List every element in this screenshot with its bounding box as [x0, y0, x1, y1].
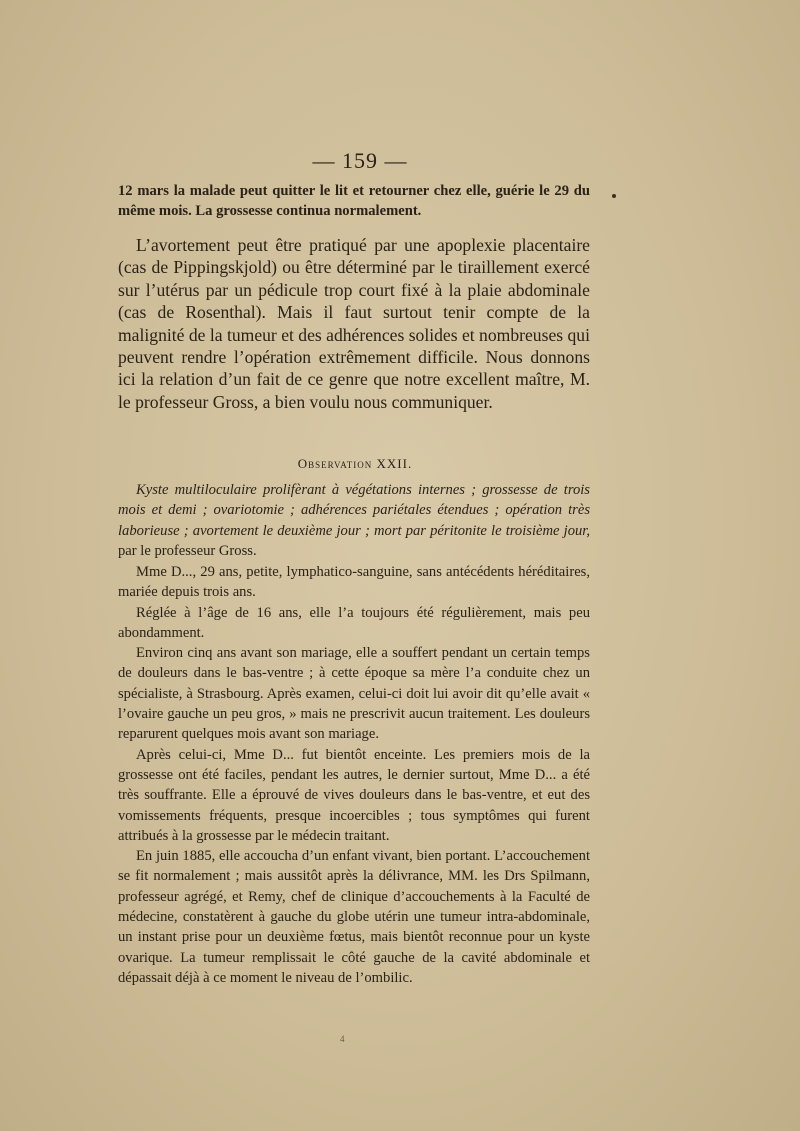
intro-block [118, 181, 590, 222]
summary-author: par le professeur Gross. [118, 542, 257, 559]
summary-italic: Kyste multiloculaire prolifèrant à végétations internes ; grossesse de trois mois et demi ; ovariotomie ; adhérences pariétales étendues ; opération très laborieuse ; avortement le deuxième jour ; mort par péritonite le troisième jour, [118, 482, 590, 539]
signature-mark: 4 [340, 1034, 345, 1044]
body-paragraph: Réglée à l’âge de 16 ans, elle l’a toujours été régulièrement, mais peu abondamment. [118, 604, 590, 641]
body-paragraph: Après celui-ci, Mme D... fut bientôt enceinte. Les premiers mois de la grossesse ont été faciles, pendant les autres, le dernier surtout, Mme D... a été très souffrante. Elle a éprouvé de vives douleurs dans le bas-ventre, et eut des vomissements fréquents, presque incoercibles ; tous symptômes qui furent attribués à la grossesse par le médecin traitant. [118, 746, 590, 844]
summary-block [118, 480, 590, 561]
main-block [118, 234, 590, 413]
main-paragraph: L’avortement peut être pratiqué par une apoplexie placentaire (cas de Pippingskjold) ou être déterminé par le tiraillement exercé sur l’utérus par un pédicule trop court fixé à la plaie abdominale (cas de Rosenthal). Mais il faut surtout tenir compte de la malignité de la tumeur et des adhérences solides et nombreuses qui peuvent rendre l’opération extrêmement difficile. Nous donnons ici la relation d’un fait de ce genre que notre excellent maître, M. le professeur Gross, a bien voulu nous communiquer. [118, 235, 590, 412]
body-paragraph: Mme D..., 29 ans, petite, lymphatico-sanguine, sans antécédents héréditaires, mariée depuis trois ans. [118, 564, 590, 601]
observation-body [118, 562, 590, 988]
ink-speck [612, 194, 616, 198]
intro-paragraph: 12 mars la malade peut quitter le lit et retourner chez elle, guérie le 29 du même mois. La grossesse continua normalement. [118, 183, 590, 220]
body-paragraph: Environ cinq ans avant son mariage, elle a souffert pendant un certain temps de douleurs dans le bas-ventre ; à cette époque sa mère l’a conduite chez un spécialiste, à Strasbourg. Après examen, celui-ci doit lui avoir dit qu’elle avait « l’ovaire gauche un peu gros, » mais ne prescrivit aucun traitement. Les douleurs reparurent quelques mois avant son mariage. [118, 645, 590, 743]
observation-heading: Observation XXII. [297, 456, 413, 471]
body-paragraph: En juin 1885, elle accoucha d’un enfant vivant, bien portant. L’accouchement se fit normalement ; mais aussitôt après la délivrance, MM. les Drs Spilmann, professeur agrégé, et Remy, chef de clinique d’accouchements à la Faculté de médecine, constatèrent à gauche du globe utérin une tumeur intra-abdominale, un instant prise pour un deuxième fœtus, mais bientôt reconnue pour un kyste ovarique. La tumeur remplissait le côté gauche de la cavité abdominale et dépassait déjà à ce moment le niveau de l’ombilic. [118, 848, 590, 986]
page-number: — 159 — [312, 148, 408, 173]
summary-paragraph [118, 480, 590, 561]
